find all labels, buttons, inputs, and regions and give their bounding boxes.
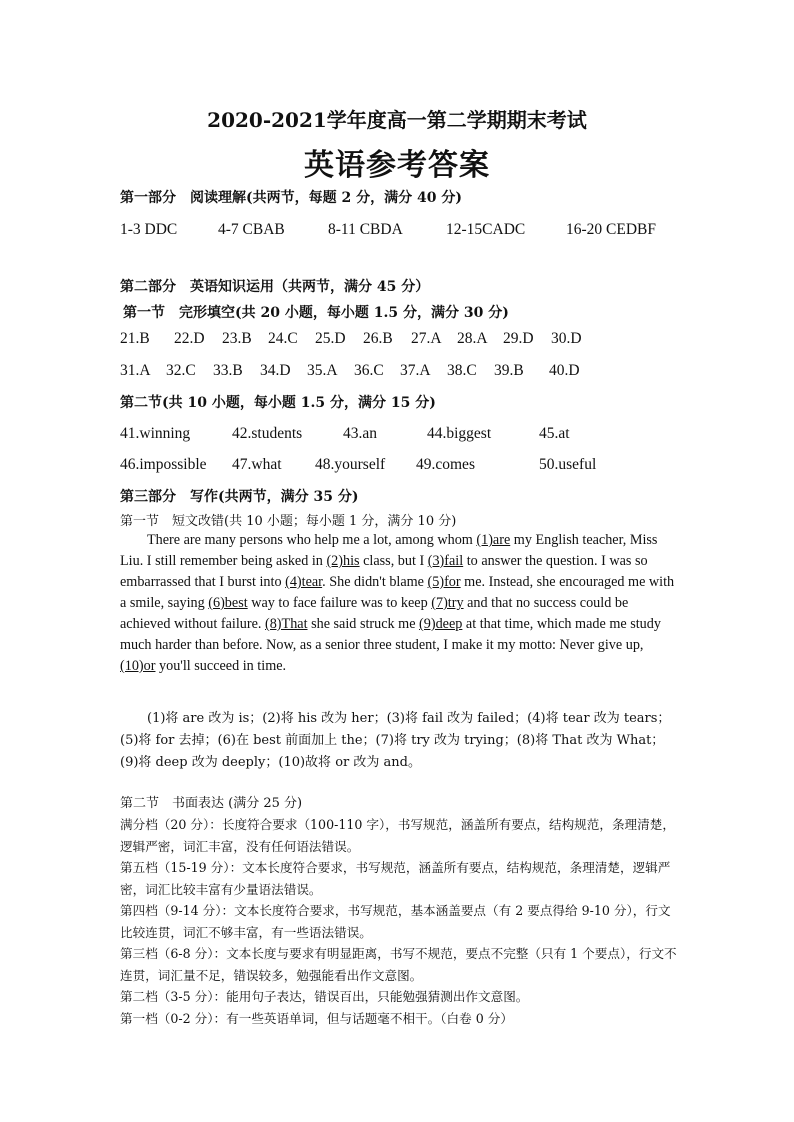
grammar-answer: 43.an	[343, 425, 378, 442]
cloze-answer: 22.D	[174, 330, 205, 347]
part2-heading: 第二部分 英语知识运用（共两节，满分 45 分）	[120, 279, 430, 295]
error-mark: (10)or	[120, 658, 156, 674]
grammar-answer: 44.biggest	[427, 425, 492, 442]
error-mark: (4)tear	[285, 574, 323, 590]
error-mark: (9)deep	[419, 616, 463, 632]
part1-answer: 8-11 CBDA	[328, 221, 403, 238]
error-mark: (3)fail	[427, 553, 464, 569]
correction-key	[120, 708, 680, 774]
cloze-answer: 29.D	[503, 330, 534, 347]
cloze-answer: 21.B	[120, 330, 150, 347]
passage-text: me. Instead, she encouraged me with a smile, saying	[120, 574, 675, 611]
error-mark: (8)That	[264, 616, 308, 632]
writing-heading: 第二节 书面表达 (满分 25 分)	[120, 796, 303, 811]
passage-text: she said struck me	[307, 616, 420, 632]
part1-answer: 1-3 DDC	[120, 221, 178, 238]
cloze-answer: 39.B	[494, 362, 524, 379]
rubric-level: 满分档（20 分）：长度符合要求（100-110 字），书写规范，涵盖所有要点，结构规范，条理清楚，逻辑严密，词汇丰富，没有任何语法错误。	[120, 817, 675, 854]
part3-heading: 第三部分 写作(共两节，满分 35 分)	[120, 489, 359, 505]
error-mark: (2)his	[326, 553, 360, 569]
part1-answer: 16-20 CEDBF	[566, 221, 656, 238]
error-mark: (1)are	[476, 532, 511, 548]
passage-text: at that time, which made me study much harder than before. Now, as a senior three student, I make it my motto: Never give up,	[120, 616, 661, 653]
cloze-answer: 34.D	[260, 362, 291, 379]
passage-text: and that no success could be achieved without failure.	[120, 595, 629, 632]
answer-key-title: 英语参考答案	[304, 148, 490, 183]
passage-text: class, but I	[359, 553, 428, 569]
error-mark: (6)best	[208, 595, 248, 611]
cloze-answer: 26.B	[363, 330, 393, 347]
rubric-level: 第二档（3-5 分）：能用句子表达，错误百出，只能勉强猜测出作文意图。	[120, 989, 529, 1004]
cloze-answer: 33.B	[213, 362, 243, 379]
grammar-answer: 41.winning	[120, 425, 191, 442]
cloze-answer: 40.D	[549, 362, 580, 379]
error-correction-heading: 第一节 短文改错(共 10 小题；每小题 1 分，满分 10 分)	[120, 514, 457, 529]
cloze-answer: 35.A	[307, 362, 338, 379]
cloze-answer: 27.A	[411, 330, 442, 347]
scoring-rubric	[120, 814, 680, 1029]
rubric-level: 第四档（9-14 分）：文本长度符合要求，书写规范，基本涵盖要点（有 2 要点得给 9-10 分），行文比较连贯，词汇不够丰富，有一些语法错误。	[120, 903, 671, 940]
cloze-answer: 36.C	[354, 362, 384, 379]
passage-text: you'll succeed in time.	[155, 658, 287, 674]
cloze-answer: 30.D	[551, 330, 582, 347]
passage-text: way to face failure was to keep	[247, 595, 432, 611]
cloze-section-heading: 第一节 完形填空(共 20 小题，每小题 1.5 分，满分 30 分)	[123, 305, 509, 321]
cloze-answer: 31.A	[120, 362, 151, 379]
cloze-answer: 23.B	[222, 330, 252, 347]
grammar-answer: 50.useful	[539, 456, 597, 473]
passage-text: my English teacher, Miss Liu. I still remember being asked in	[120, 532, 658, 569]
grammar-fill-heading: 第二节(共 10 小题，每小题 1.5 分，满分 15 分)	[120, 395, 436, 411]
grammar-answer: 45.at	[539, 425, 570, 442]
cloze-answer: 25.D	[315, 330, 346, 347]
grammar-answer: 46.impossible	[120, 456, 207, 473]
cloze-answer: 38.C	[447, 362, 477, 379]
passage-text: . She didn't blame	[322, 574, 428, 590]
error-mark: (7)try	[431, 595, 464, 611]
error-mark: (5)for	[427, 574, 461, 590]
grammar-answer: 42.students	[232, 425, 303, 442]
grammar-answer: 47.what	[232, 456, 282, 473]
cloze-answer: 37.A	[400, 362, 431, 379]
exam-title: 2020-2021学年度高一第二学期期末考试	[207, 108, 587, 132]
grammar-answer: 48.yourself	[315, 456, 386, 473]
part1-heading: 第一部分 阅读理解(共两节，每题 2 分，满分 40 分)	[120, 190, 462, 206]
cloze-answer: 32.C	[166, 362, 196, 379]
part1-answer: 4-7 CBAB	[218, 221, 285, 238]
error-correction-passage	[120, 530, 680, 677]
passage-text: There are many persons who help me a lot, among whom	[147, 532, 477, 548]
cloze-answer: 28.A	[457, 330, 488, 347]
cloze-answer: 24.C	[268, 330, 298, 347]
part1-answer: 12-15CADC	[446, 221, 526, 238]
correction-text: (1)将 are 改为 is；(2)将 his 改为 her；(3)将 fail 改为 failed；(4)将 tear 改为 tears；(5)将 for 去掉；(6)在 best 前面加上 the；(7)将 try 改为 trying；(8)将 That 改为 What；(9)将 deep 改为 deeply；(10)故将 or 改为 and。	[120, 711, 671, 770]
rubric-level: 第一档（0-2 分）：有一些英语单词，但与话题毫不相干。（白卷 0 分）	[120, 1010, 513, 1026]
grammar-answer: 49.comes	[416, 456, 475, 473]
rubric-level: 第三档（6-8 分）：文本长度与要求有明显距离，书写不规范，要点不完整（只有 1 个要点），行文不连贯，词汇量不足，错误较多，勉强能看出作文意图。	[120, 946, 677, 983]
rubric-level: 第五档（15-19 分）：文本长度符合要求，书写规范，涵盖所有要点，结构规范，条理清楚，逻辑严密，词汇比较丰富有少量语法错误。	[120, 860, 671, 897]
passage-text: to answer the question. I was so embarrassed that I burst into	[120, 553, 648, 590]
